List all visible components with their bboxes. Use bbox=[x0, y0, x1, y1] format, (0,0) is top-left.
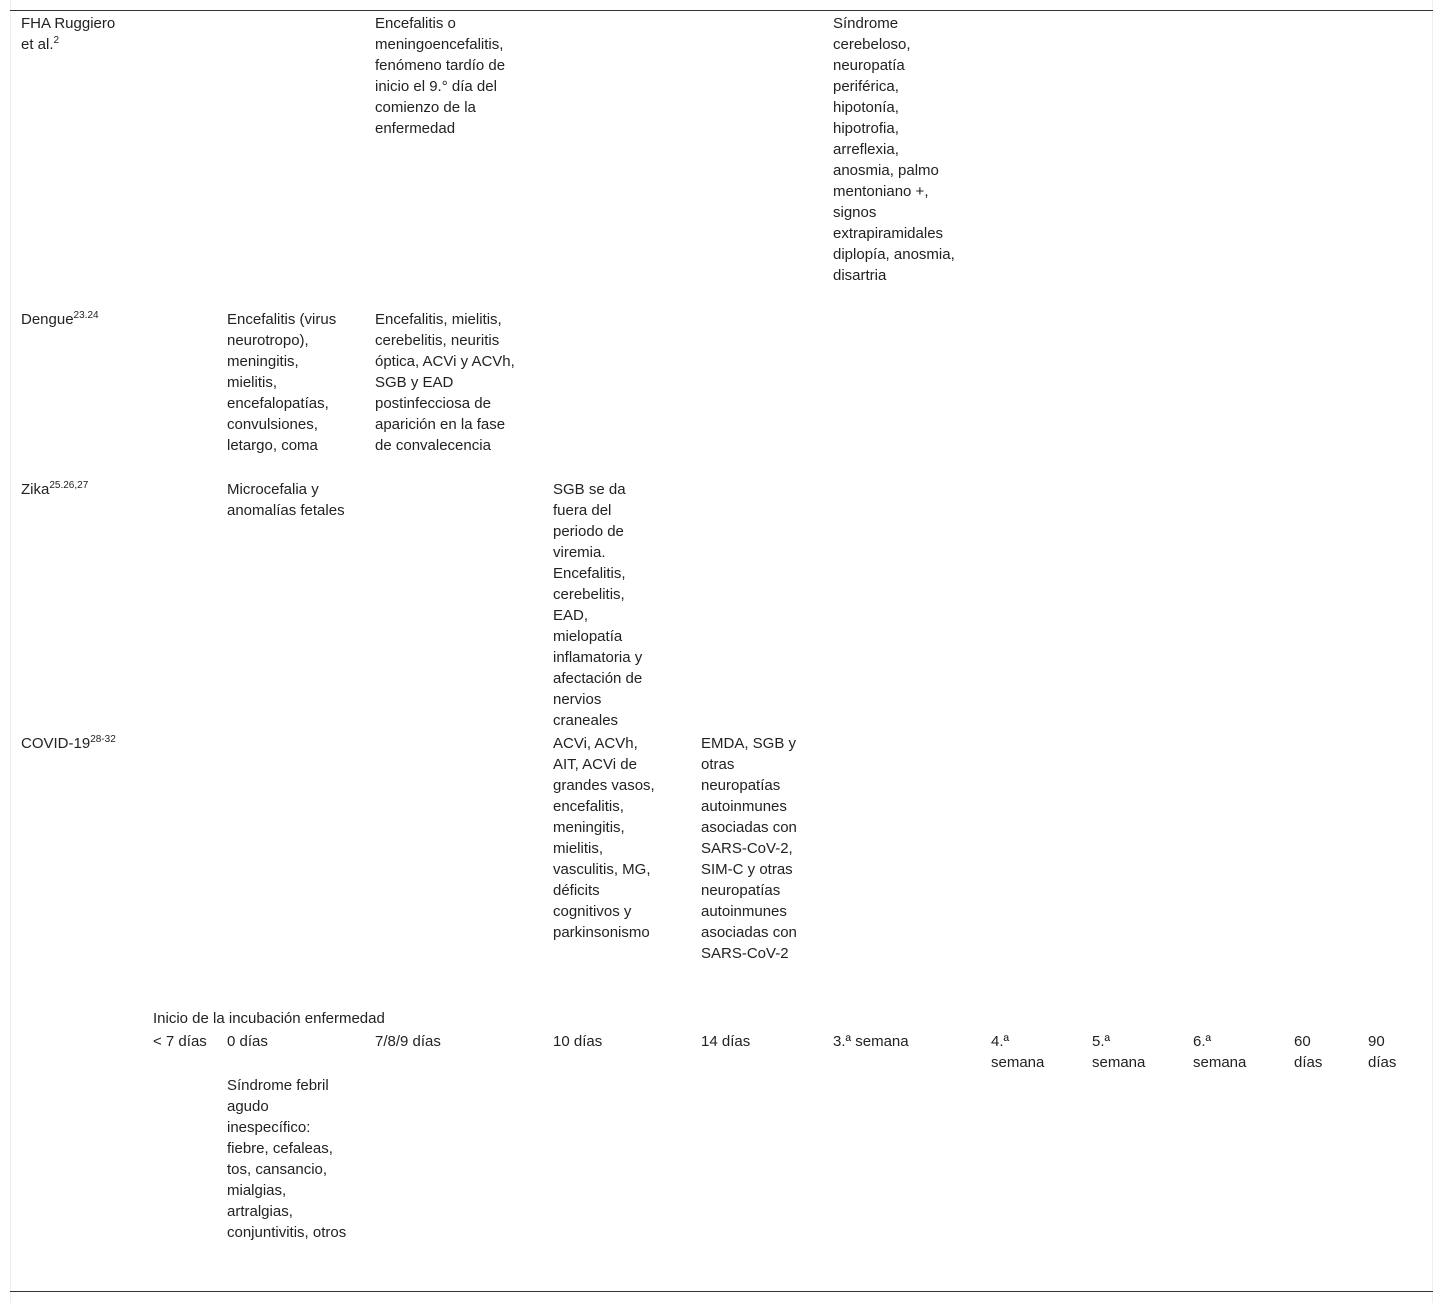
tick-day-7-9: 7/8/9 días bbox=[375, 1033, 441, 1050]
row-label-covid: COVID-19$^{28-32}$ bbox=[21, 734, 116, 752]
cell-dengue-day0: Encefalitis (virus neurotropo), meningitis, mielitis, encefalopatías, convulsiones, letargo, coma bbox=[227, 311, 337, 454]
cell-zika-day10: SGB se da fuera del periodo de viremia. Encefalitis, cerebelitis, EAD, mielopatía inflamatoria y afectación de nervios craneales bbox=[553, 481, 643, 729]
tick-week-4: 4.ª semana bbox=[991, 1033, 1045, 1071]
cell-dengue-week1: Encefalitis, mielitis, cerebelitis, neuritis óptica, ACVi y ACVh, SGB y EAD postinfecciosa de aparición en la fase de convalecencia bbox=[375, 311, 515, 454]
row-label-dengue: Dengue$^{23.24}$ bbox=[21, 310, 99, 328]
table-top-rule bbox=[10, 10, 1433, 11]
tick-day-90: 90 días bbox=[1368, 1033, 1397, 1071]
tick-day-0: 0 días bbox=[227, 1033, 268, 1050]
cell-acute-febrile-symptoms: Síndrome febril agudo inespecífico: fiebre, cefaleas, tos, cansancio, mialgias, artralgias, conjuntivitis, otros bbox=[227, 1077, 347, 1241]
row-ref-zika: 25.26,27 bbox=[49, 480, 89, 491]
tick-pre-incubation: < 7 días bbox=[153, 1033, 207, 1050]
cell-covid-day14: EMDA, SGB y otras neuropatías autoinmunes asociadas con SARS-CoV-2, SIM-C y otras neuropatías autoinmunes asociadas con SARS-CoV-2 bbox=[701, 735, 797, 962]
tick-day-10: 10 días bbox=[553, 1033, 603, 1050]
table-bottom-rule bbox=[10, 1291, 1433, 1292]
tick-week-3: 3.ª semana bbox=[833, 1033, 909, 1050]
cell-fha-week1: Encefalitis o meningoencefalitis, fenómeno tardío de inicio el 9.° día del comienzo de la enfermedad bbox=[375, 15, 506, 137]
tick-day-14: 14 días bbox=[701, 1033, 751, 1050]
row-label-fha: FHA Ruggiero et al.$^2$ bbox=[21, 15, 116, 53]
cell-covid-day10: ACVi, ACVh, AIT, ACVi de grandes vasos, encefalitis, meningitis, mielitis, vasculitis, MG, déficits cognitivos y parkinsonismo bbox=[553, 735, 655, 941]
row-ref-fha: 2 bbox=[53, 35, 60, 46]
cell-zika-day0: Microcefalia y anomalías fetales bbox=[227, 481, 345, 519]
row-ref-covid: 28-32 bbox=[90, 734, 116, 745]
timeline-header: Inicio de la incubación enfermedad bbox=[153, 1010, 385, 1027]
tick-week-6: 6.ª semana bbox=[1193, 1033, 1247, 1071]
tick-day-60: 60 días bbox=[1294, 1033, 1323, 1071]
cell-fha-week3: Síndrome cerebeloso, neuropatía periférica, hipotonía, hipotrofia, arreflexia, anosmia, palmo mentoniano +, signos extrapiramidales diplopía, anosmia, disartria bbox=[833, 15, 955, 284]
tick-week-5: 5.ª semana bbox=[1092, 1033, 1146, 1071]
row-label-zika: Zika$^{25.26,27}$ bbox=[21, 480, 89, 498]
row-ref-dengue: 23.24 bbox=[73, 310, 99, 321]
table-frame bbox=[10, 0, 1433, 1303]
